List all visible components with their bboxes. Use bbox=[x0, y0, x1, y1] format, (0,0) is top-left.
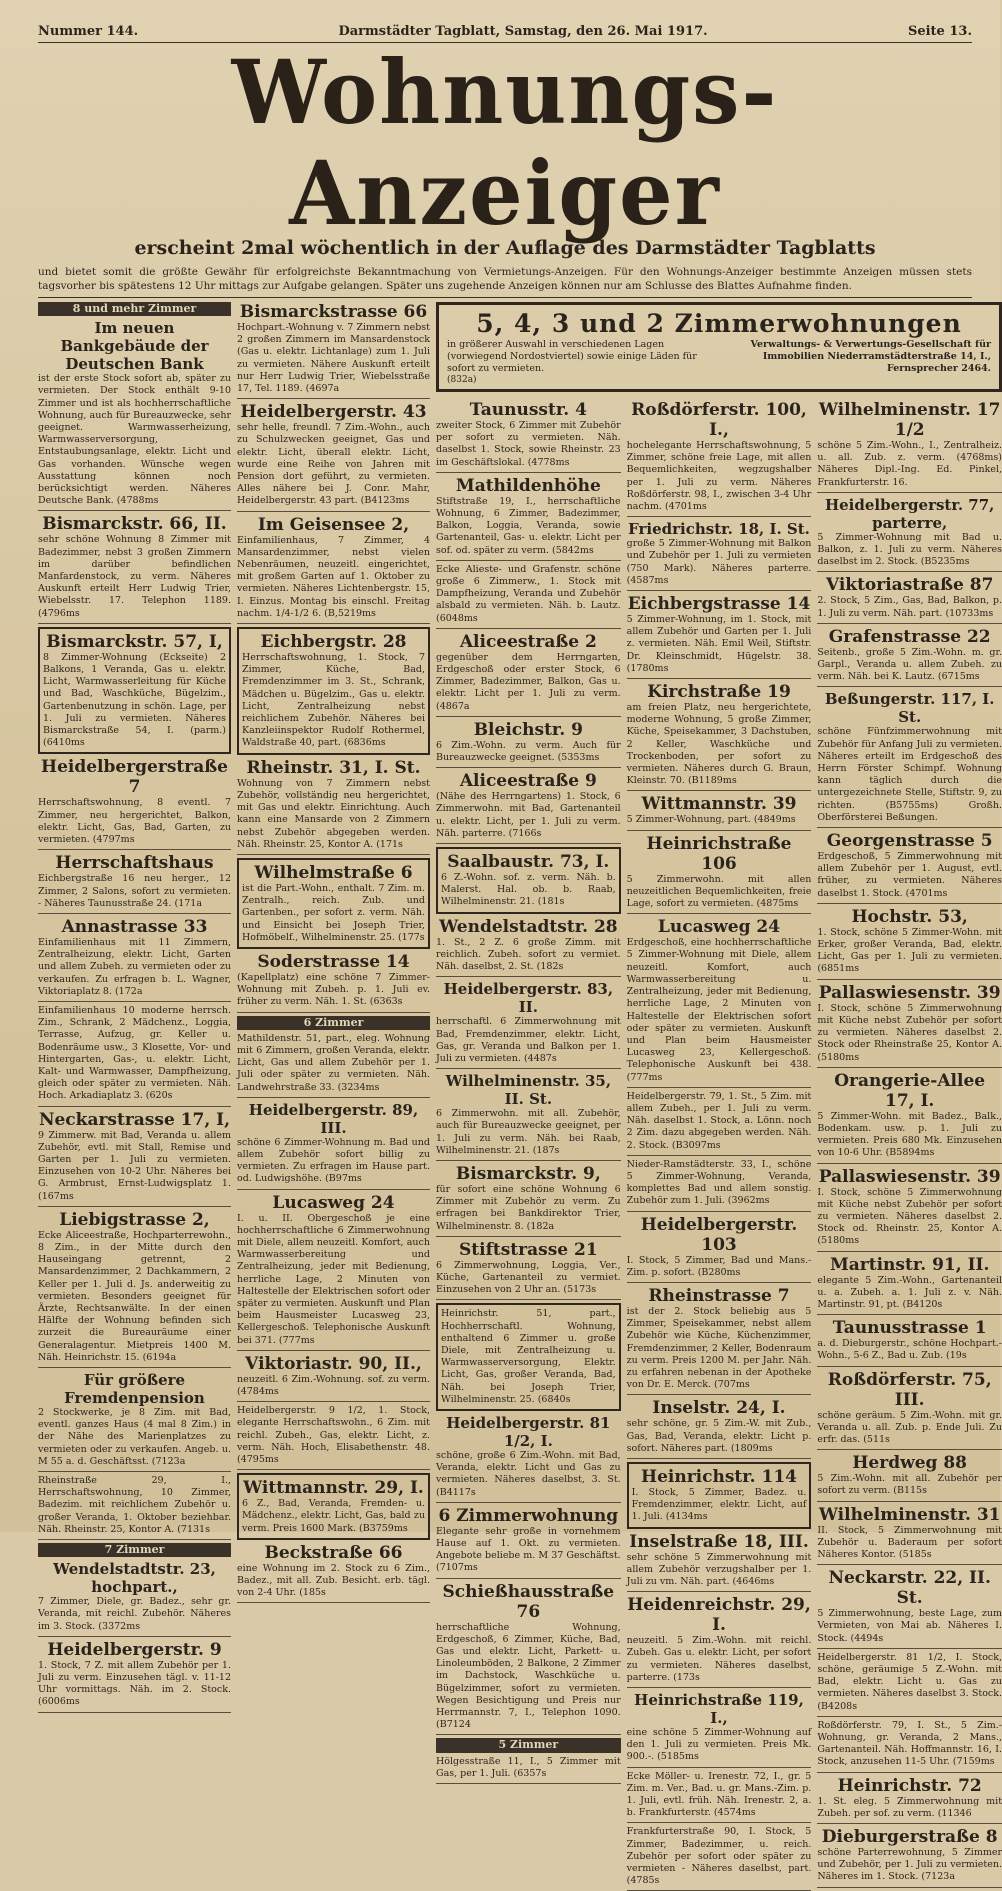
ad-title: Im neuen Bankgebäude der Deutschen Bank bbox=[60, 319, 209, 374]
classified-ad bbox=[38, 514, 231, 623]
masthead-title: Wohnungs-Anzeiger bbox=[231, 40, 779, 245]
ad-title: Bismarckstrasse 66 bbox=[239, 302, 428, 322]
ad-title: Eichbergstr. 28 bbox=[260, 632, 407, 653]
ad-title: Wendelstadtstr. 23, hochpart., bbox=[53, 1560, 216, 1597]
classified-ad bbox=[627, 794, 812, 830]
classified-ad bbox=[38, 1475, 231, 1540]
ad-title: Kirchstraße 19 bbox=[647, 682, 791, 703]
ad-title: Lucasweg 24 bbox=[657, 917, 781, 938]
section-heading: 7 Zimmer bbox=[38, 1543, 231, 1557]
ad-body: Einfamilienhaus 10 moderne herrsch. Zim., Schrank, 2 Mädchenz., Loggia, Terrasse, Aufzug, gr. Keller u. Bodenräume usw., 3 Klosette, Vor- und Hintergarten, Gas-, u. elektr. Licht, Kalt- und Warmwasser, Dampfheizung, gleich oder später zu vermieten. Näh. Hoch. Arkadiaplatz 3. (620s bbox=[38, 1004, 231, 1102]
ad-title: Pallaswiesenstr. 39 bbox=[818, 1166, 1001, 1187]
column-4 bbox=[627, 400, 812, 1891]
ad-body: 5 Zimmer-Wohn. mit Badez., Balk., Bodenkam. usw. p. 1. Juli zu vermieten. Preis 680 Mk. Einzusehen von 10-6 Uhr. (B5894ms bbox=[817, 1110, 1002, 1159]
classified-ad bbox=[817, 1167, 1002, 1252]
ad-body: 8 Zimmer-Wohnung (Eckseite) 2 Balkons, 1 Veranda, Gas u. elektr. Licht, Warmwasserleitung für Küche und Bad, Waschküche, Bügelzim., Gartenbenutzung in schön. Lage, per 1. Juli zu vermieten. Näheres Bismarckstraße 54, I. (parm.) (6410ms bbox=[43, 651, 226, 749]
ad-body: schöne Parterrewohnung, 5 Zimmer und Zubehör, per 1. Juli zu vermieten. Näheres im 1. Stock. (7123a bbox=[817, 1847, 1002, 1883]
ad-body: neuzeitl. 5 Zim.-Wohn. mit reichl. Zubeh. Gas u. elektr. Licht, per sofort zu vermieten. Näheres daselbst, parterre. (173s bbox=[626, 1635, 812, 1683]
ad-title: Orangerie-Allee 17, I. bbox=[834, 1070, 986, 1111]
classified-ad bbox=[627, 834, 812, 915]
ad-body: I. Stock, schöne 5 Zimmerwohnung mit Küche nebst Zubehör per sofort zu vermieten. Näheres daselbst 2. Stock oder Rheinstraße 25, Kontor A. (5180ms bbox=[817, 1002, 1002, 1063]
ad-body: neuzeitl. 6 Zim.-Wohnung. sof. zu verm. (4784ms bbox=[237, 1373, 430, 1397]
classified-ad bbox=[627, 1826, 812, 1891]
page-number: Seite 13. bbox=[907, 24, 972, 39]
ad-body: Heidelbergerstr. 9 1/2, 1. Stock, elegante Herrschaftswohn., 6 Zim. mit reichl. Zubeh., Gas, elektr. Licht, z. verm. Näh. Hoch, Elisabethenstr. 48. (4795ms bbox=[237, 1405, 430, 1466]
ad-title: Friedrichstr. 18, I. St. bbox=[628, 520, 810, 539]
ad-title: 6 Zimmerwohnung bbox=[438, 1505, 619, 1526]
ad-title: Heidelbergerstr. 81 1/2, I. bbox=[446, 1413, 611, 1450]
ad-body: Erdgeschoß, 5 Zimmerwohnung mit allem Zubehör per 1. August, evtl. früher, zu vermieten. Näheres daselbst 1. Stock. (4701ms bbox=[817, 851, 1002, 899]
ad-body: 2. Stock, 5 Zim., Gas, Bad, Balkon, p. 1. Juli zu verm. Näh. part. (10733ms bbox=[817, 595, 1002, 619]
ad-body: große 5 Zimmer-Wohnung mit Balkon und Zubehör per 1. Juli zu vermieten (750 Mark). Näheres parterre. (4587ms bbox=[626, 538, 812, 586]
ad-title: Eichbergstrasse 14 bbox=[627, 594, 811, 615]
wide-block bbox=[436, 302, 1002, 1891]
classified-ad bbox=[38, 1210, 231, 1368]
ad-title: Inselstr. 24, I. bbox=[652, 1398, 786, 1419]
classified-ad bbox=[817, 1453, 1002, 1501]
ad-body: Heinrichstr. 51, part., Hochherrschaftl. Wohnung, enthaltend 6 Zimmer u. große Diele, mit Zentralheizung u. Warmwasserversorgung, Elektr. Licht, Gas, großer Veranda, Bad, Näh. bei Joseph Trier, Wilhelminenstr. 25. (6840s bbox=[441, 1308, 616, 1405]
ad-title: Mathildenhöhe bbox=[455, 475, 601, 496]
ad-body: (Kapellplatz) eine schöne 7 Zimmer-Wohnung mit Zubeh. p. 1. Juli ev. früher zu verm. Näh. 1. St. (6363s bbox=[237, 971, 430, 1008]
classified-ad bbox=[817, 1652, 1002, 1717]
classified-ad bbox=[627, 1159, 812, 1212]
newspaper-dateline: Darmstädter Tagblatt, Samstag, den 26. Mai 1917. bbox=[338, 24, 708, 39]
classified-ad bbox=[436, 1303, 621, 1411]
ad-body: ist die Part.-Wohn., enthalt. 7 Zim. m. Zentralh., reich. Zub. und Gartenben., per sofort z. verm. Näh. und Einsicht bei Joseph Trier, Hofmöbelf., Wilhelminenstr. 25. (177s bbox=[242, 882, 425, 943]
ad-title: Wittmannstr. 29, I. bbox=[243, 1478, 424, 1499]
ad-title: Wilhelminenstr. 17 1/2 bbox=[818, 400, 1001, 440]
classified-ad bbox=[627, 682, 812, 791]
classified-ad bbox=[627, 400, 812, 517]
ad-title: Taunusstrasse 1 bbox=[832, 1318, 987, 1339]
ad-title: Im Geisensee 2, bbox=[257, 514, 410, 535]
ad-body: ist der 2. Stock beliebig aus 5 Zimmer, Speisekammer, nebst allem Zubehör wie Küche, Küchenzimmer, Fremdenzimmer, 2 Keller, Bodenraum zu verm. Preis 1200 M. per Jahr. Näh. zu erfahren nebenan in der Apotheke von Dr. E. Merck. (707ms bbox=[626, 1305, 812, 1391]
ad-title: Heinrichstraße 119, I., bbox=[634, 1691, 804, 1728]
classified-ad bbox=[817, 1255, 1002, 1316]
classified-ad bbox=[627, 1286, 812, 1395]
ad-body: 6 Z., Bad, Veranda, Fremden- u. Mädchenz., elektr. Licht, Gas, bald zu verm. Preis 1600 Mark. (B3759ms bbox=[242, 1498, 425, 1534]
ad-title: Taunusstr. 4 bbox=[469, 400, 587, 420]
ad-body: 5 Zimmer-Wohnung, im 1. Stock, mit allem Zubehör und Garten per 1. Juli z. vermieten. Näh. Emil Weil, Stiftstr. Dr. Kleinschmidt, Hügelstr. 38. (1780ms bbox=[626, 614, 812, 674]
ad-body: Herrschaftswohnung, 8 eventl. 7 Zimmer, neu hergerichtet, Balkon, elektr. Licht, Gas, Bad, Garten, zu vermieten. (4797ms bbox=[38, 797, 231, 846]
ad-body: Wohnung von 7 Zimmern nebst Zubehör, vollständig neu hergerichtet, mit Gas und elektr. Einrichtung. Auch kann eine Mansarde von 2 Zimmern nebst Zubehör abgegeben werden. Näh. Rheinstr. 25, Kontor A. (171s bbox=[237, 777, 430, 850]
ad-body: 5 Zim.-Wohn. mit all. Zubehör per sofort zu verm. (B115s bbox=[817, 1473, 1002, 1497]
ad-title: Saalbaustr. 73, I. bbox=[447, 852, 610, 873]
classified-ad bbox=[237, 1033, 430, 1098]
ad-body: Seitenb., große 5 Zim.-Wohn. m. gr. Garpl., Veranda u. allem Zubeh. zu verm. Näh. bei K. Lautz. (6715ms bbox=[817, 646, 1002, 683]
ad-title: Herdweg 88 bbox=[852, 1453, 967, 1474]
ad-body: sehr schöne 5 Zimmerwohnung mit allem Zubehör verzugshalber per 1. Juli zu vm. Näh. part. (4646ms bbox=[626, 1551, 812, 1587]
ad-title: Heidelbergerstr. 9 bbox=[47, 1639, 222, 1660]
featured-ad bbox=[436, 302, 1002, 392]
classified-ad bbox=[817, 1776, 1002, 1824]
classified-ad bbox=[436, 1164, 621, 1237]
classified-ad bbox=[627, 1691, 812, 1768]
ad-body: Hochpart.-Wohnung v. 7 Zimmern nebst 2 großen Zimmern im Mansardenstock (Gas u. elektr. Lichtanlage) zum 1. Juli zu vermieten. Nähere Auskunft erteilt nur Herr Ludwig Trier, Wiebelsstraße 17, Tel. 1189. (4697a bbox=[237, 322, 430, 395]
classified-ad bbox=[817, 1071, 1002, 1164]
ad-body: schöne geräum. 5 Zim.-Wohn. mit gr. Veranda u. all. Zub. p. Ende Juli. Zu erfr. das. (511s bbox=[817, 1409, 1002, 1445]
ad-body: ist der erste Stock sofort ab, später zu vermieten. Der Stock enthält 9-10 Zimmer und ist als hochherrschaftliche Wohnung, auch für Bureauzwecke, sehr geeignet. Warmwasserheizung, Warmwasserversorgung, Entstaubungsanlage, elektr. Licht und Gas vorhanden. Wünsche wegen Ausstattung können noch berücksichtigt werden. Näheres Deutsche Bank. (4788ms bbox=[38, 373, 231, 507]
ad-title: Georgenstrasse 5 bbox=[826, 831, 993, 852]
ad-title: Heidelbergerstr. 77, parterre, bbox=[824, 495, 995, 532]
ad-title: Bleichstr. 9 bbox=[473, 719, 583, 740]
ad-body: 1. St. eleg. 5 Zimmerwohnung mit Zubeh. per sof. zu verm. (11346 bbox=[817, 1795, 1002, 1819]
classified-ad bbox=[436, 632, 621, 717]
classified-ad bbox=[38, 1371, 231, 1472]
classified-ad bbox=[627, 1771, 812, 1824]
ad-body: schöne Fünfzimmerwohnung mit Zubehör für Anfang Juli zu vermieten. Näheres erteilt im Erdgeschoß des Herrn Förster Schimpf. Wohnung kann täglich durch die untergezeichnete Stelle, Stiftstr. 9, zu richten. (B5755ms) Großh. Oberförsterei Beßungen. bbox=[817, 726, 1002, 823]
ad-title: Wilhelminenstr. 35, II. St. bbox=[445, 1072, 612, 1109]
classified-ad bbox=[237, 758, 430, 855]
ad-body: Heidelbergerstr. 79, 1. St., 5 Zim. mit allem Zubeh., per 1. Juli zu verm. Näh. daselbst 1. Stock, a. Lönn. noch 2 Zim. dazu abgegeben werden. Näh. 2. Stock. (B3097ms bbox=[626, 1090, 812, 1151]
classified-ad bbox=[38, 1005, 231, 1107]
classified-ad bbox=[627, 520, 812, 591]
classified-ad bbox=[237, 1405, 430, 1470]
classified-ad bbox=[237, 1473, 430, 1540]
ad-title: Dieburgerstraße 8 bbox=[821, 1827, 998, 1848]
ad-body: II. Stock, 5 Zimmerwohnung mit Zubehör u. Baderaum per sofort Näheres Kontor. (5185s bbox=[817, 1524, 1002, 1560]
classified-ad bbox=[38, 627, 231, 755]
classified-ad bbox=[817, 907, 1002, 980]
ad-body: 1. St., 2 Z. 6 große Zimm. mit reichlich. Zubeh. sofort zu vermiet. Näh. daselbst, 2. St. (182s bbox=[436, 936, 621, 973]
classified-ad bbox=[38, 1640, 231, 1713]
ad-body: Einfamilienhaus mit 11 Zimmern, Zentralheizung, elektr. Licht, Garten und allem Zubeh. zu vermieten oder zu verkaufen. Zu erfragen b. L. Wagner, Viktoriaplatz 8. (172a bbox=[38, 936, 231, 997]
ad-body: Roßdörferstr. 79, I. St., 5 Zim.-Wohnung, gr. Veranda, 2 Mans., Gartenanteil. Näh. Hoffmannstr. 16, I. Stock, anzusehen 11-5 Uhr. (7159ms bbox=[817, 1719, 1002, 1768]
masthead-subtitle: erscheint 2mal wöchentlich in der Auflage des Darmstädter Tagblatts bbox=[134, 237, 876, 259]
ad-body: 6 Z.-Wohn. sof. z. verm. Näh. b. Malerst. Hal. ob. b. Raab, Wilhelminenstr. 21. (181s bbox=[441, 872, 616, 908]
classified-ad bbox=[817, 627, 1002, 688]
classified-ad bbox=[237, 402, 430, 511]
ad-body: 5 Zimmer-Wohnung mit Bad u. Balkon, z. 1. Juli zu verm. Näheres daselbst im 2. Stock. (B5235ms bbox=[817, 531, 1002, 568]
classified-ad bbox=[237, 1354, 430, 1402]
ad-title: Pallaswiesenstr. 39 bbox=[818, 982, 1001, 1003]
ad-body: a. d. Dieburgerstr., schöne Hochpart.-Wohn., 5-6 Z., Bad u. Zub. (19s bbox=[817, 1338, 1002, 1362]
ad-body: Nieder-Ramstädterstr. 33, I., schöne 5 Zimmer-Wohnung, Veranda, komplettes Bad und allem sonstig. Zubehör zum 1. Juli. (3962ms bbox=[626, 1158, 812, 1207]
ad-title: Aliceestraße 2 bbox=[459, 631, 597, 652]
classified-ad bbox=[237, 302, 430, 399]
classified-ad bbox=[627, 1462, 812, 1529]
ad-body: I. Stock, schöne 5 Zimmerwohnung mit Küche nebst Zubehör per sofort zu vermieten. Näheres daselbst 2. Stock od. Rheinstr. 25, Kontor A. (5180ms bbox=[817, 1186, 1002, 1247]
ad-body: Eichbergstraße 16 neu herger., 12 Zimmer, 2 Salons, sofort zu vermieten. - Näheres Taunusstraße 24. (171a bbox=[38, 873, 231, 909]
ad-title: Neckarstr. 22, II. St. bbox=[828, 1568, 991, 1609]
classified-ad bbox=[817, 575, 1002, 623]
classified-ad bbox=[237, 515, 430, 624]
section-heading: 8 und mehr Zimmer bbox=[38, 302, 231, 316]
ad-body: gegenüber dem Herrngarten, Erdgeschoß oder erster Stock, 6 Zimmer, Badezimmer, Balkon, Gas u. elektr. Licht per 1. Juli zu verm. (4867a bbox=[436, 651, 621, 712]
classified-ad bbox=[38, 1560, 231, 1637]
ad-title: Liebigstrasse 2, bbox=[59, 1209, 210, 1230]
ad-title: Heidelbergerstr. 43 bbox=[240, 402, 427, 423]
ad-title: Viktoriastr. 90, II., bbox=[245, 1353, 422, 1374]
ad-body: Rheinstraße 29, I., Herrschaftswohnung, 10 Zimmer, Badezim. mit reichlichem Zubehör u. großer Veranda, 1. Oktober beziehbar. Näh. Rheinstr. 25, Kontor A. (7131s bbox=[38, 1475, 231, 1535]
ad-title: Beckstraße 66 bbox=[264, 1542, 403, 1563]
ad-body: Erdgeschoß, eine hochherrschaftliche 5 Zimmer-Wohnung mit Diele, allem neuzeitl. Komfort, auch Warmwasserbereitung u. Zentralheizung, jeder mit Bedienung, herrliche Lage, 2 Minuten von Haltestelle der Elektrischen sofort oder später zu vermieten. Auskunft und Plan beim Hausmeister Lucasweg 23, Kellergeschoß. Telephonische Auskunft bei 438. (777ms bbox=[626, 937, 812, 1083]
wide-columns bbox=[436, 400, 1002, 1891]
intro-text: und bietet somit die größte Gewähr für erfolgreichste Bekanntmachung von Vermietungs-Anzeigen. Für den Wohnungs-Anzeiger bestimmte Anzeigen müssen stets tagsvorher bis spätestens 12 Uhr mittags zur Aufgabe gelangen. Später uns zugehende Anzeigen können nur am Schlusse des Blattes Aufnahme finden. bbox=[38, 266, 972, 292]
classified-ad bbox=[627, 1215, 812, 1283]
ad-title: Heidenreichstr. 29, I. bbox=[627, 1595, 811, 1636]
classified-ad bbox=[38, 917, 231, 1002]
ad-body: zweiter Stock, 6 Zimmer mit Zubehör per sofort zu vermieten. Näh. daselbst 1. Stock, sowie Rheinstr. 23 im Geschäftslokal. (4778ms bbox=[436, 420, 621, 468]
ad-body: sehr helle, freundl. 7 Zim.-Wohn., auch zu Schulzwecken geeignet, Gas und elektr. Licht, überall elektr. Licht, wurde eine Reihe von Jahren mit Pension dort geführt, zu vermieten. Alles nähere bei J. Conr. Mahr, Heidelbergerstr. 43 part. (B4123ms bbox=[237, 422, 430, 507]
classified-ad bbox=[627, 1532, 812, 1593]
classified-ad bbox=[436, 1240, 621, 1301]
ad-body: Ecke Aliceestraße, Hochparterrewohn., 8 Zim., in der Mitte durch den Hauseingang getrennt, 2 Mansardenzimmer, 2 Dachkammern, 2 Keller per 1. Juli d. Js. anderweitig zu vermieten. Besonders geeignet für Ärzte, Rechtsanwälte. In der einen Hälfte der Wohnung befinden sich zurzeit die Bureauräume einer Generalagentur. Mietpreis 1400 M. Näh. Heinrichstr. 15. (6194a bbox=[38, 1229, 231, 1363]
ad-body: elegante 5 Zim.-Wohn., Gartenanteil u. a. Zubeh. a. 1. Juli z. v. Näh. Martinstr. 91, pt. (B4120s bbox=[817, 1274, 1002, 1310]
ad-title: Beßungerstr. 117, I. St. bbox=[824, 690, 995, 727]
classified-ad bbox=[436, 1506, 621, 1579]
ad-body: I. Stock, 5 Zimmer, Bad und Mans.-Zim. p. sofort. (B280ms bbox=[626, 1254, 812, 1278]
ad-title: Wittmannstr. 39 bbox=[641, 794, 797, 815]
ad-body: Elegante sehr große in vornehmem Hause auf 1. Okt. zu vermieten. Angebote beliebe m. M 37 Geschäftst. (7107ms bbox=[436, 1525, 621, 1574]
ad-body: schöne 5 Zim.-Wohn., I., Zentralheiz. u. all. Zub. z. verm. (4768ms) Näheres Dipl.-Ing. Ed. Pinkel, Frankfurterstr. 16. bbox=[817, 440, 1002, 488]
section-heading: 6 Zimmer bbox=[237, 1016, 430, 1030]
ad-body: Stiftstraße 19, I., herrschaftliche Wohnung, 6 Zimmer, Badezimmer, Balkon, Loggia, Veranda, sowie Gartenanteil, Gas- u. elektr. Licht per sof. od. später zu verm. (5842ms bbox=[436, 495, 621, 556]
ad-body: sehr schöne, gr. 5 Zim.-W. mit Zub., Gas, Bad, Veranda, elektr. Licht p. sofort. Näheres part. (1809ms bbox=[626, 1418, 812, 1454]
ad-title: Wilhelmstraße 6 bbox=[254, 862, 413, 883]
ad-body: am freien Platz, neu hergerichtete, moderne Wohnung, 5 große Zimmer, Küche, Speisekammer, 3 Dachstuben, 2 Keller, Waschküche und Trockenboden, per sofort zu vermieten. Näheres durch G. Braun, Kleinstr. 70. (B1189ms bbox=[626, 702, 812, 787]
ad-body: für sofort eine schöne Wohnung 6 Zimmer mit Zubehör zu verm. Zu erfragen bei Bankdirektor Trier, Wilhelminenstr. 8. (182a bbox=[436, 1183, 621, 1232]
ad-body: 5 Zimmerwohnung, beste Lage, zum Vermieten, von Mai ab. Näheres I. Stock. (4494s bbox=[817, 1608, 1002, 1644]
ad-title: Grafenstrasse 22 bbox=[828, 626, 991, 647]
ad-title: Viktoriastraße 87 bbox=[825, 575, 994, 596]
ad-title: Heidelbergerstr. 103 bbox=[640, 1214, 798, 1255]
ad-body: 9 Zimmerw. mit Bad, Veranda u. allem Zubehör, evtl. mit Stall, Remise und Garten per 1. Juli zu vermieten. Einzusehen von 10-2 Uhr. Näheres bei G. Armbrust, Ernst-Ludwigsplatz 1. (167ms bbox=[38, 1129, 231, 1202]
ad-body: 6 Zimmerwohn. mit all. Zubehör, auch für Bureauzwecke geeignet, per 1. Juli zu verm. Näh. bei Raab, Wilhelminenstr. 21. (187s bbox=[436, 1108, 621, 1156]
ad-body: Ecke Möller- u. Irenestr. 72, I., gr. 5 Zim. m. Ver., Bad. u. gr. Mans.-Zim. p. 1. Juli, evtl. früh. Näh. Irenestr. 2, a. b. Frankfurterstr. (4574ms bbox=[626, 1770, 812, 1819]
classified-ad bbox=[436, 400, 621, 473]
classified-ad bbox=[436, 847, 621, 914]
ad-body: 2 Stockwerke, je 8 Zim. mit Bad, eventl. ganzes Haus (4 mal 8 Zim.) in der Nähe des Marienplatzes zu vermieten oder zu verkaufen. Angeb. u. M 55 a. d. Geschäftsst. (7123a bbox=[38, 1407, 231, 1467]
classified-ad bbox=[436, 720, 621, 768]
ad-body: Frankfurterstraße 90, I. Stock, 5 Zimmer, Badezimmer, u. reich. Zubehör per sofort oder später zu vermieten - Näheres daselbst, part. (4785s bbox=[626, 1826, 812, 1887]
ad-title: Neckarstrasse 17, I, bbox=[38, 1109, 231, 1130]
classified-ad bbox=[436, 1582, 621, 1736]
classified-ad bbox=[627, 1398, 812, 1459]
ad-title: Bismarckstr. 57, I, bbox=[46, 631, 223, 652]
ad-body: I. u. II. Obergeschoß je eine hochherrschaftliche 6 Zimmerwohnung mit Diele, allem neuzeitl. Komfort, auch Warmwasserbereitung und Zentralheizung, jeder mit Bedienung, herrliche Lage, 2 Minuten von Haltestelle der Elektrischen sofort oder später zu vermieten. Auskunft und Plan beim Hausmeister Lucasweg 23, Kellergeschoß. Telephonische Auskunft bei 371. (777ms bbox=[237, 1212, 430, 1346]
classified-ad bbox=[627, 1595, 812, 1688]
classified-ad bbox=[436, 1072, 621, 1161]
ad-body: (Nähe des Herrngartens) 1. Stock, 6 Zimmerwohn. mit Bad, Gartenanteil u. elektr. Licht, per 1. Juli zu verm. Näh. parterre. (7166s bbox=[436, 791, 621, 839]
classified-ad bbox=[817, 831, 1002, 904]
classified-ad bbox=[817, 1318, 1002, 1366]
ad-body: Hölgesstraße 11, I., 5 Zimmer mit Gas, per 1. Juli. (6357s bbox=[436, 1755, 621, 1779]
classified-ad bbox=[817, 496, 1002, 573]
ad-title: Heinrichstr. 72 bbox=[837, 1775, 982, 1796]
ad-title: Heidelbergerstr. 89, III. bbox=[248, 1100, 419, 1137]
classified-ad bbox=[237, 627, 430, 755]
featured-ad-title: 5, 4, 3 und 2 Zimmerwohnungen bbox=[476, 309, 962, 338]
ad-body: 5 Zimmer-Wohnung, part. (4849ms bbox=[626, 814, 796, 826]
ad-body: herrschaftl. 6 Zimmerwohnung mit Bad, Fremdenzimmer, elektr. Licht, Gas, gr. Veranda und Balkon per 1. Juli zu vermieten. (4487s bbox=[436, 1016, 621, 1064]
column-2 bbox=[237, 302, 430, 1891]
ad-title: Rheinstrasse 7 bbox=[648, 1285, 790, 1306]
ad-body: 6 Zim.-Wohn. zu verm. Auch für Bureauzwecke geeignet. (5353ms bbox=[436, 739, 621, 764]
featured-ad-text: in größerer Auswahl in verschiedenen Lagen (vorwiegend Nordostviertel) sowie einige Läden für sofort zu vermieten. bbox=[447, 339, 697, 374]
ad-title: Rheinstr. 31, I. St. bbox=[246, 757, 421, 778]
ad-body: 5 Zimmerwohn. mit allen neuzeitlichen Bequemlichkeiten, freie Lage, sofort zu vermieten. (4875ms bbox=[626, 873, 812, 910]
ad-title: Soderstrasse 14 bbox=[257, 951, 410, 972]
classified-ad bbox=[436, 1414, 621, 1503]
ad-body: 1. Stock, schöne 5 Zimmer-Wohn. mit Erker, großer Veranda, Bad, elektr. Licht, Gas per 1. Juli zu vermieten. (6851ms bbox=[817, 926, 1002, 975]
featured-ad-contact: Verwaltungs- & Verwertungs-Gesellschaft für Immobilien Niederramstädterstraße 14, I., Fernsprecher 2464. bbox=[750, 339, 991, 374]
ad-body: Herrschaftswohnung, 1. Stock, 7 Zimmer, Küche, Bad, Fremdenzimmer im 3. St., Schrank, Mädchen u. Bügelzim., Gas u. elektr. Licht, Zentralheizung nebst reichlichem Zubehör. Näheres bei Kanzleiinspektor Rudolf Rothermel, Waldstraße 40, part. (6836ms bbox=[242, 652, 425, 749]
ad-title: Roßdörferstr. 75, III. bbox=[827, 1369, 992, 1410]
ad-title: Heidelbergerstr. 83, II. bbox=[443, 980, 614, 1017]
classified-ad bbox=[436, 917, 621, 978]
ad-body: Mathildenstr. 51, part., eleg. Wohnung mit 6 Zimmern, großen Veranda, elektr. Licht, Gas und allem Zubehör per 1. Juli oder später zu vermieten. Näh. Landwehrstraße 33. (3234ms bbox=[237, 1032, 430, 1093]
ad-body: Heidelbergerstr. 81 1/2, I. Stock, schöne, geräumige 5 Z.-Wohn. mit Bad, elektr. Licht u. Gas zu vermieten. Näheres daselbst 3. Stock. (B4208s bbox=[817, 1651, 1002, 1712]
classified-ad bbox=[627, 1091, 812, 1156]
classified-ad bbox=[817, 400, 1002, 493]
classified-ad bbox=[817, 1720, 1002, 1773]
classified-ad bbox=[436, 1756, 621, 1784]
classified-ad bbox=[237, 1101, 430, 1190]
ad-body: I. Stock, 5 Zimmer, Badez. u. Fremdenzimmer, elektr. Licht, auf 1. Juli. (4134ms bbox=[631, 1486, 807, 1523]
classified-ad bbox=[38, 757, 231, 850]
classified-ad bbox=[627, 917, 812, 1087]
classified-ad bbox=[817, 983, 1002, 1068]
ad-body: sehr schöne Wohnung 8 Zimmer mit Badezimmer, nebst 3 großen Zimmern im darüber befindlichen Manfardenstock, zu verm. Näheres Auskunft erteilt Herr Ludwig Trier, Wiebelsstr. 17. Telephon 1189. (4796ms bbox=[38, 534, 231, 619]
classified-ad bbox=[817, 1568, 1002, 1649]
ad-body: eine schöne 5 Zimmer-Wohnung auf den 1. Juli zu vermieten. Preis Mk. 900.-. (5185ms bbox=[626, 1727, 812, 1763]
issue-number: Nummer 144. bbox=[38, 24, 139, 39]
ad-title: Bismarckstr. 66, II. bbox=[42, 514, 227, 535]
classified-ad bbox=[817, 1827, 1002, 1888]
ad-title: Inselstraße 18, III. bbox=[629, 1531, 809, 1552]
classified-ad bbox=[237, 858, 430, 949]
ad-title: Bismarckstr. 9, bbox=[455, 1163, 601, 1184]
ad-title: Heidelbergerstraße 7 bbox=[41, 757, 228, 798]
classified-ad bbox=[436, 476, 621, 561]
ad-body: schöne, große 6 Zim.-Wohn. mit Bad, Veranda, elektr. Licht und Gas zu vermieten. Näheres daselbst, 3. St. (B4117s bbox=[436, 1449, 621, 1498]
classified-ad bbox=[436, 980, 621, 1069]
classified-ad bbox=[237, 952, 430, 1013]
ad-body: Einfamilienhaus, 7 Zimmer, 4 Mansardenzimmer, nebst vielen Nebenräumen, neuzeitl. eingerichtet, mit großem Garten auf 1. Oktober zu vermieten. Näheres Lichtenbergstr. 15, I. Einzus. Montag bis einschl. Freitag nachm. 1/4-1/2 6. (B,5219ms bbox=[237, 534, 430, 619]
classified-ad bbox=[627, 594, 812, 679]
ad-title: Für größere Fremdenpension bbox=[64, 1371, 205, 1407]
classified-ad bbox=[38, 319, 231, 511]
ad-title: Wendelstadtstr. 28 bbox=[439, 916, 618, 937]
ad-title: Heinrichstr. 114 bbox=[641, 1466, 797, 1487]
classified-ad bbox=[817, 690, 1002, 828]
ad-body: Ecke Alieste- und Grafenstr. schöne große 6 Zimmerw., 1. Stock mit Dampfheizung, Veranda und Zubehör alsbald zu vermieten. Näh. b. Lautz. (6048ms bbox=[436, 563, 621, 624]
ad-title: Roßdörferstr. 100, I., bbox=[631, 400, 807, 440]
column-3 bbox=[436, 400, 621, 1891]
ad-title: Heinrichstraße 106 bbox=[646, 833, 792, 874]
ad-body: schöne 6 Zimmer-Wohnung m. Bad und allem Zubehör sofort billig zu vermieten. Zu erfragen im Hause part. od. Ludwigshöhe. (B97ms bbox=[237, 1136, 430, 1185]
ad-title: Stiftstrasse 21 bbox=[458, 1239, 598, 1260]
classified-ad bbox=[436, 564, 621, 629]
ad-body: 6 Zimmerwohnung, Loggia, Ver., Küche, Gartenanteil zu vermiet. Einzusehen von 2 Uhr an. (5173s bbox=[436, 1259, 621, 1296]
classified-ad bbox=[436, 771, 621, 844]
column-5 bbox=[817, 400, 1002, 1891]
ad-title: Martinstr. 91, II. bbox=[829, 1254, 990, 1275]
classified-ad bbox=[817, 1505, 1002, 1566]
ad-title: Herrschaftshaus bbox=[55, 853, 214, 874]
ad-title: Hochstr. 53, bbox=[851, 906, 968, 927]
featured-ad-code: (832a) bbox=[447, 375, 477, 385]
ad-body: eine Wohnung im 2. Stock zu 6 Zim., Badez., mit all. Zub. Besicht. erb. tägl. von 2-4 Uhr. (185s bbox=[237, 1562, 430, 1599]
classified-ad bbox=[237, 1543, 430, 1604]
ad-body: 1. Stock, 7 Z. mit allem Zubehör per 1. Juli zu verm. Einzusehen tägl. v. 11-12 Uhr vormittags. Näh. im 2. Stock. (6006ms bbox=[38, 1659, 231, 1708]
ad-title: Schießhausstraße 76 bbox=[442, 1581, 615, 1622]
ad-body: 7 Zimmer, Diele, gr. Badez., sehr gr. Veranda, mit reichl. Zubehör. Näheres im 3. Stock. (3372ms bbox=[38, 1596, 231, 1632]
ad-body: hochelegante Herrschaftswohnung, 5 Zimmer, schöne freie Lage, mit allen Bequemlichkeiten, wegzugshalber per 1. Juli zu verm. Näheres Roßdörferstr. 98, I., zwischen 3-4 Uhr nachm. (4701ms bbox=[626, 440, 812, 513]
classified-ad bbox=[237, 1193, 430, 1351]
ad-title: Wilhelminenstr. 31 bbox=[818, 1504, 1001, 1525]
ad-title: Lucasweg 24 bbox=[272, 1192, 395, 1213]
classified-ad bbox=[38, 1110, 231, 1207]
classified-ad bbox=[38, 853, 231, 914]
classified-ad bbox=[817, 1370, 1002, 1451]
ad-body: herrschaftliche Wohnung, Erdgeschoß, 6 Zimmer, Küche, Bad, Gas und elektr. Licht, Parkett- u. Linoleumböden, 2 Balkone, 2 Zimmer im Dachstock, Waschküche u. Bügelzimmer, sofort zu vermieten. Wegen Besichtigung und Preis nur Herrmannstr. 7, I., Telephon 1090. (B7124 bbox=[436, 1621, 621, 1731]
ad-title: Annastrasse 33 bbox=[61, 916, 208, 937]
column-1 bbox=[38, 302, 231, 1891]
ad-columns bbox=[38, 297, 1002, 1891]
section-heading: 5 Zimmer bbox=[436, 1738, 621, 1752]
ad-title: Aliceestraße 9 bbox=[459, 771, 597, 792]
